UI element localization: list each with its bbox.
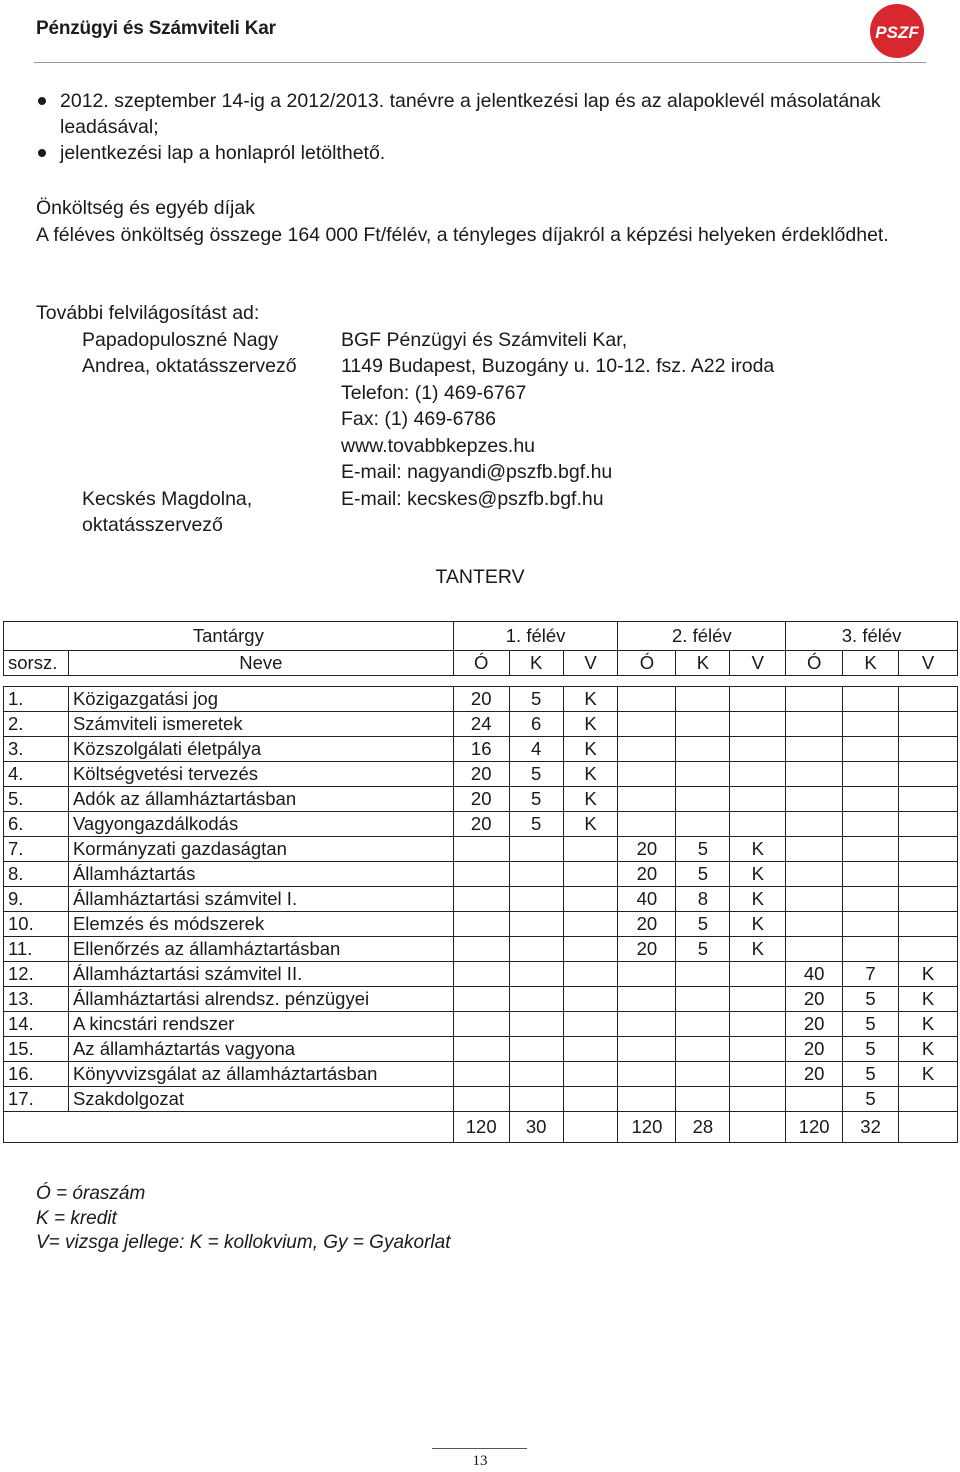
cell-s1: [453, 887, 509, 912]
totals-label-cell: [4, 1112, 454, 1143]
cell-s3: 5: [843, 1012, 899, 1037]
cell-s1: 20: [453, 787, 509, 812]
cell-s1: [453, 837, 509, 862]
cell-s1: [453, 1037, 509, 1062]
contact-address: BGF Pénzügyi és Számviteli Kar, 1149 Budapest, Buzogány u. 10-12. fsz. A22 iroda Telefon: (1) 469-6767 Fax: (1) 469-6786 www.tovabbkepzes.hu E-mail: nagyandi@pszfb.bgf.hu: [341, 327, 774, 486]
cell-s3: K: [899, 1062, 958, 1087]
cell-s3: [843, 912, 899, 937]
cell-s2: [618, 712, 676, 737]
pszf-logo: [868, 2, 926, 60]
cell-s1: [563, 1037, 618, 1062]
table-row: [4, 1062, 958, 1087]
cell-s1: [563, 837, 618, 862]
row-number: 12.: [4, 962, 69, 987]
row-number: 4.: [4, 762, 69, 787]
cell-s3: [899, 937, 958, 962]
cell-s2: [618, 1062, 676, 1087]
cell-s2: [676, 687, 730, 712]
cell-s1: 5: [509, 687, 563, 712]
cell-s2: [618, 1087, 676, 1112]
table-header-row: [4, 622, 958, 651]
cell-s3: 20: [786, 1062, 843, 1087]
total-s1: 30: [509, 1112, 563, 1143]
cell-s1: [509, 987, 563, 1012]
cell-s3: [899, 812, 958, 837]
cell-s1: [453, 912, 509, 937]
cell-s2: K: [730, 862, 786, 887]
cell-s2: [676, 1037, 730, 1062]
cell-s2: [730, 687, 786, 712]
cell-s2: K: [730, 887, 786, 912]
subject-name: Az államháztartás vagyona: [68, 1037, 453, 1062]
cell-s1: 20: [453, 687, 509, 712]
cell-s2: 5: [676, 862, 730, 887]
subject-name: Kormányzati gazdaságtan: [68, 837, 453, 862]
cell-s3: [899, 762, 958, 787]
cell-s1: [563, 962, 618, 987]
bullet-item: 2012. szeptember 14-ig a 2012/2013. tanévre a jelentkezési lap és az alapoklevél másolatának leadásával;: [36, 88, 926, 140]
subject-name: Államháztartási alrendsz. pénzügyei: [68, 987, 453, 1012]
cell-s1: [509, 1087, 563, 1112]
table-row: [4, 962, 958, 987]
cell-s2: 20: [618, 937, 676, 962]
cell-s3: [786, 1087, 843, 1112]
cell-s2: [730, 712, 786, 737]
row-number: 16.: [4, 1062, 69, 1087]
cell-s1: [453, 1012, 509, 1037]
table-totals-row: [4, 1112, 958, 1143]
cell-s3: [786, 812, 843, 837]
cell-s3: [899, 887, 958, 912]
cell-s2: [676, 787, 730, 812]
subject-name: Költségvetési tervezés: [68, 762, 453, 787]
page-number: 13: [472, 1453, 488, 1469]
cell-s1: 20: [453, 762, 509, 787]
cell-s2: [618, 987, 676, 1012]
curriculum-table: [3, 621, 958, 1143]
cell-s1: 16: [453, 737, 509, 762]
cell-s1: [563, 912, 618, 937]
cell-s3: 7: [843, 962, 899, 987]
table-row: [4, 1037, 958, 1062]
row-number: 8.: [4, 862, 69, 887]
cell-s1: [509, 1037, 563, 1062]
cell-s2: [618, 962, 676, 987]
cell-s2: [676, 1062, 730, 1087]
cell-s1: 5: [509, 812, 563, 837]
cell-s3: 20: [786, 1012, 843, 1037]
cell-s2: 40: [618, 887, 676, 912]
cell-s2: 8: [676, 887, 730, 912]
cell-s3: 5: [843, 1087, 899, 1112]
total-s3: 32: [843, 1112, 899, 1143]
cell-s3: K: [899, 987, 958, 1012]
cell-s1: [509, 837, 563, 862]
cell-s1: 20: [453, 812, 509, 837]
cell-s1: [563, 987, 618, 1012]
subject-name: Közigazgatási jog: [68, 687, 453, 712]
subject-name: Számviteli ismeretek: [68, 712, 453, 737]
cell-s1: [453, 862, 509, 887]
cell-s1: K: [563, 787, 618, 812]
cell-s3: [843, 712, 899, 737]
cell-s1: 5: [509, 787, 563, 812]
contact-person-1: Papadopuloszné Nagy Andrea, oktatásszervező: [82, 328, 297, 377]
cell-s2: 20: [618, 912, 676, 937]
table-row: [4, 712, 958, 737]
table-row: [4, 837, 958, 862]
contact-heading: További felvilágosítást ad:: [36, 302, 260, 324]
subject-name: Közszolgálati életpálya: [68, 737, 453, 762]
cell-s1: K: [563, 762, 618, 787]
cell-s3: [899, 712, 958, 737]
cell-s2: [618, 1012, 676, 1037]
cell-s2: [730, 962, 786, 987]
cell-s1: [563, 937, 618, 962]
cell-s2: [618, 787, 676, 812]
cell-s3: [843, 687, 899, 712]
row-number: 15.: [4, 1037, 69, 1062]
cell-s3: [843, 812, 899, 837]
cell-s2: [676, 712, 730, 737]
table-row: [4, 862, 958, 887]
cell-s3: [786, 712, 843, 737]
cell-s3: K: [899, 1037, 958, 1062]
table-row: [4, 812, 958, 837]
curriculum-title: TANTERV: [435, 566, 525, 588]
cell-s3: 20: [786, 987, 843, 1012]
header-neve: Neve: [68, 651, 453, 676]
table-row: [4, 912, 958, 937]
cell-s1: 4: [509, 737, 563, 762]
cell-s3: 5: [843, 1062, 899, 1087]
cell-s1: [509, 962, 563, 987]
cell-s3: [786, 737, 843, 762]
cell-s3: [899, 862, 958, 887]
row-number: 17.: [4, 1087, 69, 1112]
cell-s2: [730, 1037, 786, 1062]
cell-s3: [786, 887, 843, 912]
cell-s2: 5: [676, 937, 730, 962]
table-row: [4, 687, 958, 712]
cell-s2: [618, 737, 676, 762]
cell-s3: [786, 837, 843, 862]
cell-s2: [730, 1012, 786, 1037]
table-subheader-row: sorsz. Neve Ó K V Ó K V Ó K V: [4, 651, 958, 676]
cell-s2: K: [730, 837, 786, 862]
faculty-title: Pénzügyi és Számviteli Kar: [36, 18, 276, 39]
legend: Ó = óraszám K = kredit V= vizsga jellege: K = kollokvium, Gy = Gyakorlat: [36, 1183, 451, 1253]
subject-name: Ellenőrzés az államháztartásban: [68, 937, 453, 962]
cell-s2: 20: [618, 837, 676, 862]
cell-s1: [563, 887, 618, 912]
cell-s3: 20: [786, 1037, 843, 1062]
table-row: [4, 887, 958, 912]
subject-name: Vagyongazdálkodás: [68, 812, 453, 837]
row-number: 5.: [4, 787, 69, 812]
cell-s1: K: [563, 812, 618, 837]
table-row: [4, 987, 958, 1012]
cell-s2: 5: [676, 912, 730, 937]
total-s1: [563, 1112, 618, 1143]
cell-s1: [509, 1012, 563, 1037]
cell-s3: [786, 762, 843, 787]
email-link[interactable]: E-mail: nagyandi@pszfb.bgf.hu: [341, 461, 613, 483]
row-number: 1.: [4, 687, 69, 712]
row-number: 13.: [4, 987, 69, 1012]
total-s3: 120: [786, 1112, 843, 1143]
cell-s3: [843, 787, 899, 812]
cell-s2: [730, 787, 786, 812]
table-spacer-row: [4, 676, 958, 687]
cell-s2: [676, 737, 730, 762]
subject-name: A kincstári rendszer: [68, 1012, 453, 1037]
cell-s1: [453, 1087, 509, 1112]
row-number: 3.: [4, 737, 69, 762]
cell-s3: [786, 787, 843, 812]
total-s2: 120: [618, 1112, 676, 1143]
cell-s1: [453, 962, 509, 987]
fees-heading: Önköltség és egyéb díjak: [36, 197, 255, 219]
cell-s3: [843, 937, 899, 962]
cell-s1: [509, 937, 563, 962]
cell-s3: [899, 912, 958, 937]
row-number: 6.: [4, 812, 69, 837]
cell-s1: 24: [453, 712, 509, 737]
row-number: 2.: [4, 712, 69, 737]
footer-line: [432, 1448, 527, 1449]
subject-name: Államháztartás: [68, 862, 453, 887]
cell-s3: [786, 912, 843, 937]
cell-s2: 5: [676, 837, 730, 862]
cell-s1: [453, 987, 509, 1012]
cell-s3: [843, 862, 899, 887]
row-number: 14.: [4, 1012, 69, 1037]
cell-s1: 6: [509, 712, 563, 737]
subject-name: Elemzés és módszerek: [68, 912, 453, 937]
cell-s1: [453, 937, 509, 962]
cell-s2: [618, 762, 676, 787]
cell-s3: [899, 687, 958, 712]
table-row: [4, 787, 958, 812]
cell-s2: [618, 687, 676, 712]
cell-s1: [563, 1087, 618, 1112]
bullet-dot-icon: [38, 97, 46, 105]
cell-s2: [676, 987, 730, 1012]
cell-s3: [899, 737, 958, 762]
subject-name: Államháztartási számvitel I.: [68, 887, 453, 912]
cell-s2: [730, 737, 786, 762]
row-number: 10.: [4, 912, 69, 937]
email-link-2[interactable]: E-mail: kecskes@pszfb.bgf.hu: [341, 487, 604, 510]
header-tantargy: Tantárgy: [4, 622, 454, 651]
table-row: [4, 937, 958, 962]
cell-s3: [843, 837, 899, 862]
cell-s3: 5: [843, 1037, 899, 1062]
cell-s2: [730, 812, 786, 837]
cell-s2: [618, 812, 676, 837]
cell-s1: [453, 1062, 509, 1087]
table-row: [4, 1012, 958, 1037]
cell-s2: [618, 1037, 676, 1062]
cell-s2: K: [730, 937, 786, 962]
cell-s1: [509, 912, 563, 937]
cell-s3: [899, 787, 958, 812]
cell-s3: K: [899, 962, 958, 987]
cell-s2: [676, 1012, 730, 1037]
subject-name: Könyvvizsgálat az államháztartásban: [68, 1062, 453, 1087]
subject-name: Államháztartási számvitel II.: [68, 962, 453, 987]
cell-s2: 20: [618, 862, 676, 887]
cell-s1: [563, 1062, 618, 1087]
fees-section: [36, 195, 926, 249]
cell-s3: [843, 887, 899, 912]
bullet-list: [36, 88, 926, 166]
cell-s2: [676, 1087, 730, 1112]
cell-s3: 5: [843, 987, 899, 1012]
header-semester-2: 2. félév: [618, 622, 786, 651]
bullet-dot-icon: [38, 149, 46, 157]
cell-s3: 40: [786, 962, 843, 987]
table-row: [4, 762, 958, 787]
cell-s3: [899, 837, 958, 862]
cell-s2: [676, 762, 730, 787]
total-s3: [899, 1112, 958, 1143]
svg-text:PSZF: PSZF: [875, 23, 919, 42]
cell-s3: [786, 862, 843, 887]
cell-s3: [843, 737, 899, 762]
cell-s1: K: [563, 737, 618, 762]
header-divider: [34, 62, 926, 63]
table-row: [4, 737, 958, 762]
header-semester-1: 1. félév: [453, 622, 618, 651]
subject-name: Szakdolgozat: [68, 1087, 453, 1112]
cell-s2: K: [730, 912, 786, 937]
total-s1: 120: [453, 1112, 509, 1143]
cell-s1: K: [563, 687, 618, 712]
cell-s1: [563, 862, 618, 887]
subject-name: Adók az államháztartásban: [68, 787, 453, 812]
cell-s3: K: [899, 1012, 958, 1037]
cell-s1: [509, 1062, 563, 1087]
cell-s3: [786, 937, 843, 962]
cell-s2: [730, 1062, 786, 1087]
website-link[interactable]: www.tovabbkepzes.hu: [341, 434, 536, 457]
total-s2: [730, 1112, 786, 1143]
header-sorsz: sorsz.: [4, 651, 69, 676]
row-number: 9.: [4, 887, 69, 912]
row-number: 11.: [4, 937, 69, 962]
bullet-item: jelentkezési lap a honlapról letölthető.: [36, 140, 926, 166]
fees-text: A féléves önköltség összege 164 000 Ft/félév, a tényleges díjakról a képzési helyeken érdeklődhet.: [36, 224, 889, 246]
total-s2: 28: [676, 1112, 730, 1143]
cell-s1: 5: [509, 762, 563, 787]
cell-s2: [730, 1087, 786, 1112]
cell-s1: [563, 1012, 618, 1037]
table-row: [4, 1087, 958, 1112]
cell-s2: [730, 987, 786, 1012]
cell-s2: [730, 762, 786, 787]
cell-s1: K: [563, 712, 618, 737]
cell-s3: [899, 1087, 958, 1112]
row-number: 7.: [4, 837, 69, 862]
cell-s2: [676, 962, 730, 987]
cell-s1: [509, 887, 563, 912]
cell-s3: [843, 762, 899, 787]
contact-person-2: Kecskés Magdolna, oktatásszervező: [82, 487, 253, 536]
cell-s1: [509, 862, 563, 887]
header-semester-3: 3. félév: [786, 622, 958, 651]
cell-s2: [676, 812, 730, 837]
cell-s3: [786, 687, 843, 712]
